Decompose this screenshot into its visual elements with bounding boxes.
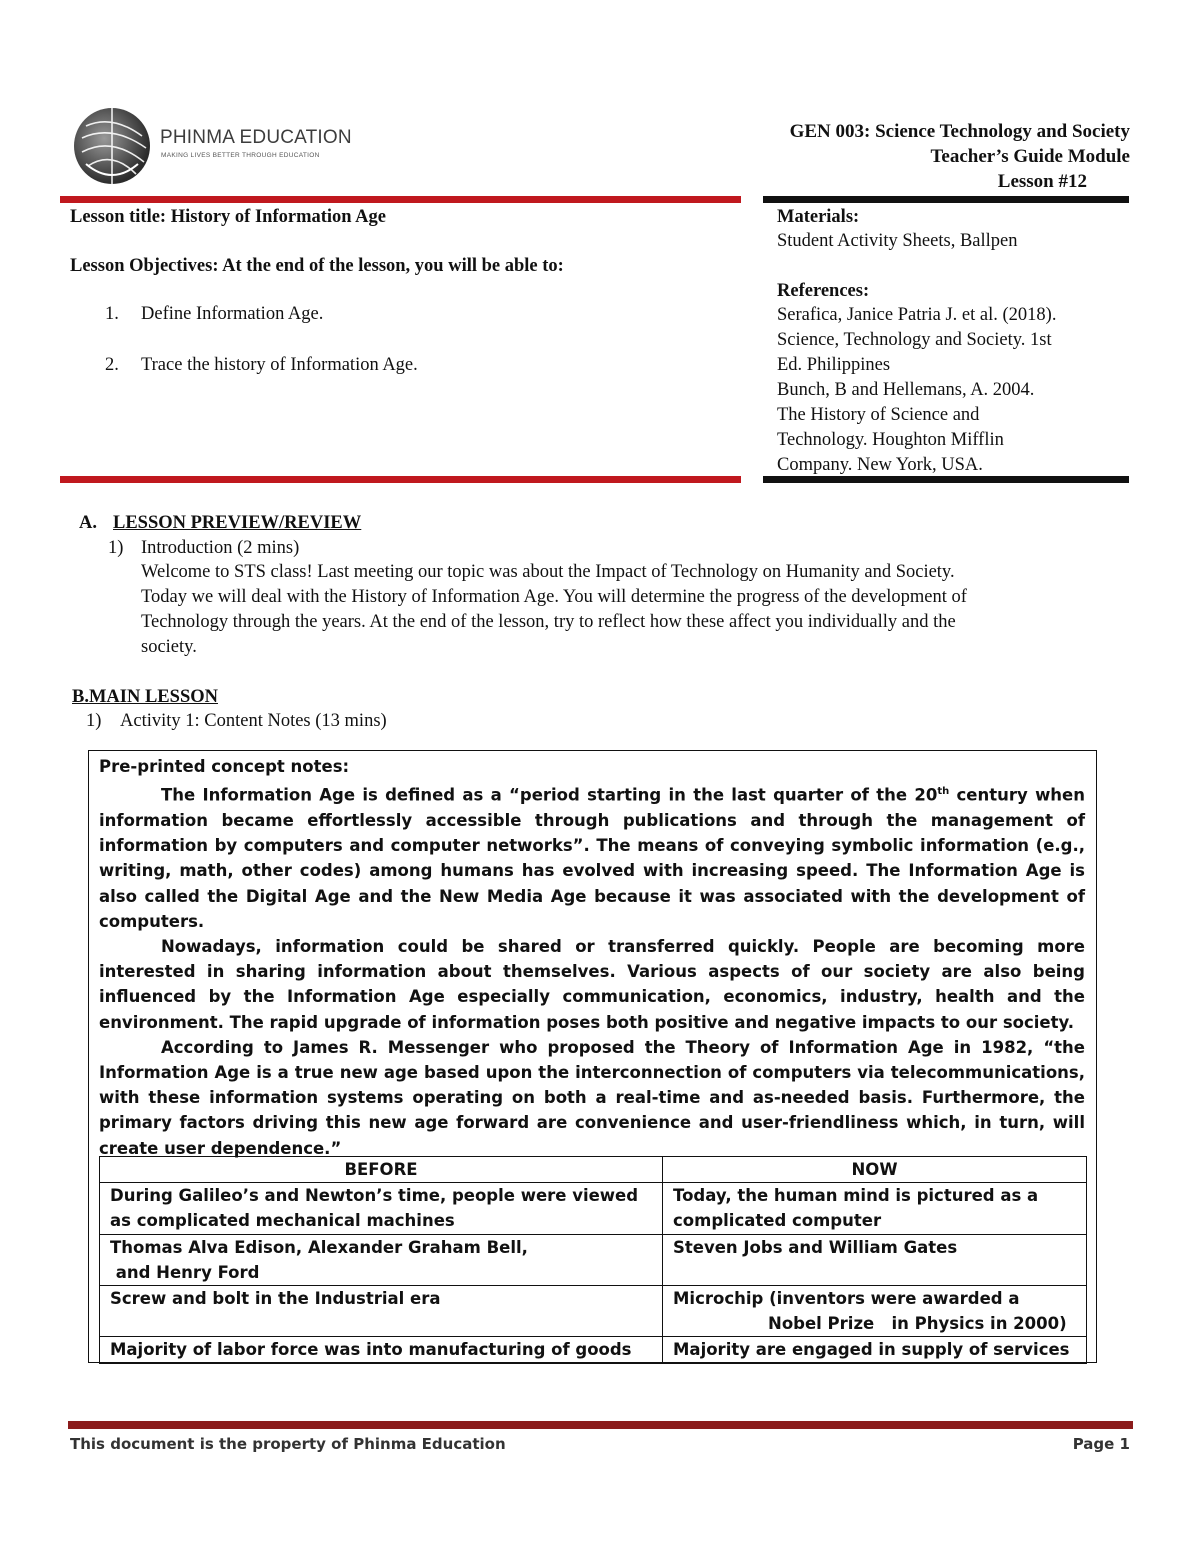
superscript-th: th [937, 786, 950, 798]
references-list [777, 303, 1056, 478]
materials-text: Student Activity Sheets, Ballpen [777, 231, 1018, 251]
section-a-letter: A. [79, 513, 97, 533]
reference-line: Ed. Philippines [777, 355, 891, 375]
table-row [100, 1286, 1087, 1337]
objective-number: 2. [105, 355, 119, 375]
footer-ownership: This document is the property of Phinma Education [70, 1435, 506, 1453]
materials-heading: Materials: [777, 207, 860, 227]
table-row [100, 1183, 1087, 1234]
references-heading: References: [777, 281, 870, 301]
course-title: GEN 003: Science Technology and Society [789, 121, 1130, 142]
page-number: Page 1 [1072, 1435, 1130, 1453]
before-now-table [99, 1156, 1087, 1364]
objective-item [105, 353, 418, 378]
concept-paragraph-3: According to James R. Messenger who proposed the Theory of Information Age in 1982, “the Information Age is a true new age based upon the interconnection of computers via telecommunications, with these information systems operating on both a real-time and as-needed basis. Furthermore, the primary factors driving this new age forward are convenience and user-friendliness which, in turn, will create user dependence.” [99, 1037, 1085, 1158]
reference-line: Science, Technology and Society. 1st [777, 330, 1052, 350]
section-b-heading: B.MAIN LESSON [72, 687, 218, 707]
intro-line: Today we will deal with the History of Information Age. You will determine the progress of the development of [141, 587, 967, 607]
cell-before: During Galileo’s and Newton’s time, people were viewed as complicated mechanical machines [100, 1183, 663, 1234]
reference-line: Technology. Houghton Mifflin [777, 430, 1004, 450]
logo-tagline: MAKING LIVES BETTER THROUGH EDUCATION [161, 152, 320, 159]
module-title: Teacher’s Guide Module [930, 146, 1130, 167]
cell-now: Majority are engaged in supply of services [663, 1337, 1087, 1363]
reference-line: The History of Science and [777, 405, 980, 425]
objective-number: 1. [105, 304, 119, 324]
concept-notes-content [99, 754, 1085, 1161]
lesson-number: Lesson #12 [997, 171, 1087, 192]
section-a-item: Introduction (2 mins) [141, 538, 300, 558]
table-row [100, 1337, 1087, 1363]
cell-line: and Henry Ford [110, 1262, 260, 1282]
cell-now: Steven Jobs and William Gates [663, 1234, 1087, 1285]
objectives-heading: Lesson Objectives: At the end of the lesson, you will be able to: [70, 256, 564, 276]
table-header-row [100, 1157, 1087, 1183]
objective-text: Define Information Age. [141, 304, 324, 324]
cell-before [100, 1234, 663, 1285]
introduction-text [141, 560, 967, 660]
concept-notes-heading: Pre-printed concept notes: [99, 757, 350, 776]
cell-before: Majority of labor force was into manufacturing of goods [100, 1337, 663, 1363]
section-b-item-number: 1) [86, 711, 102, 731]
lesson-title: Lesson title: History of Information Age [70, 207, 387, 227]
top-left-divider [60, 196, 741, 203]
header-before: BEFORE [100, 1157, 663, 1183]
bottom-left-divider [60, 476, 741, 483]
cell-now: Today, the human mind is pictured as a complicated computer [663, 1183, 1087, 1234]
concept-p1-text: The Information Age is defined as a “period starting in the last quarter of the 20 [161, 785, 938, 805]
cell-before: Screw and bolt in the Industrial era [100, 1286, 663, 1337]
cell-line: Thomas Alva Edison, Alexander Graham Bell, [110, 1237, 528, 1257]
intro-line: society. [141, 637, 197, 657]
cell-line: Microchip (inventors were awarded a [673, 1289, 1020, 1309]
footer-divider [68, 1421, 1133, 1429]
section-a-item-number: 1) [108, 538, 124, 558]
table-row [100, 1234, 1087, 1285]
intro-line: Technology through the years. At the end of the lesson, try to reflect how these affect you individually and the [141, 612, 956, 632]
reference-line: Bunch, B and Hellemans, A. 2004. [777, 380, 1035, 400]
bottom-right-divider [763, 476, 1129, 483]
concept-p1-text-cont: century when information became effortlessly accessible through publications and through the management of information by computers and computer networks”. The means of conveying symbolic information (e.g., writing, math, other codes) among humans has evolved with increasing speed. The Information Age is also called the Digital Age and the New Media Age because it was associated with the development of computers. [99, 785, 1085, 931]
header-now: NOW [663, 1157, 1087, 1183]
objective-item [105, 302, 324, 327]
cell-now [663, 1286, 1087, 1337]
concept-paragraph-2: Nowadays, information could be shared or transferred quickly. People are becoming more interested in sharing information about themselves. Various aspects of our society are also being influenced by the Information Age especially communication, economics, industry, health and the environment. The rapid upgrade of information poses both positive and negative impacts to our society. [99, 936, 1085, 1032]
section-b-item: Activity 1: Content Notes (13 mins) [120, 711, 387, 731]
section-a-heading: LESSON PREVIEW/REVIEW [113, 513, 362, 533]
concept-paragraph-1 [99, 779, 1085, 934]
reference-line: Serafica, Janice Patria J. et al. (2018). [777, 305, 1057, 325]
top-right-divider [763, 196, 1129, 203]
cell-line: Nobel Prize in Physics in 2000) [768, 1314, 1067, 1334]
intro-line: Welcome to STS class! Last meeting our topic was about the Impact of Technology on Humanity and Society. [141, 562, 955, 582]
reference-line: Company. New York, USA. [777, 455, 983, 475]
logo-name: PHINMA EDUCATION [160, 127, 352, 148]
objective-text: Trace the history of Information Age. [141, 355, 418, 375]
